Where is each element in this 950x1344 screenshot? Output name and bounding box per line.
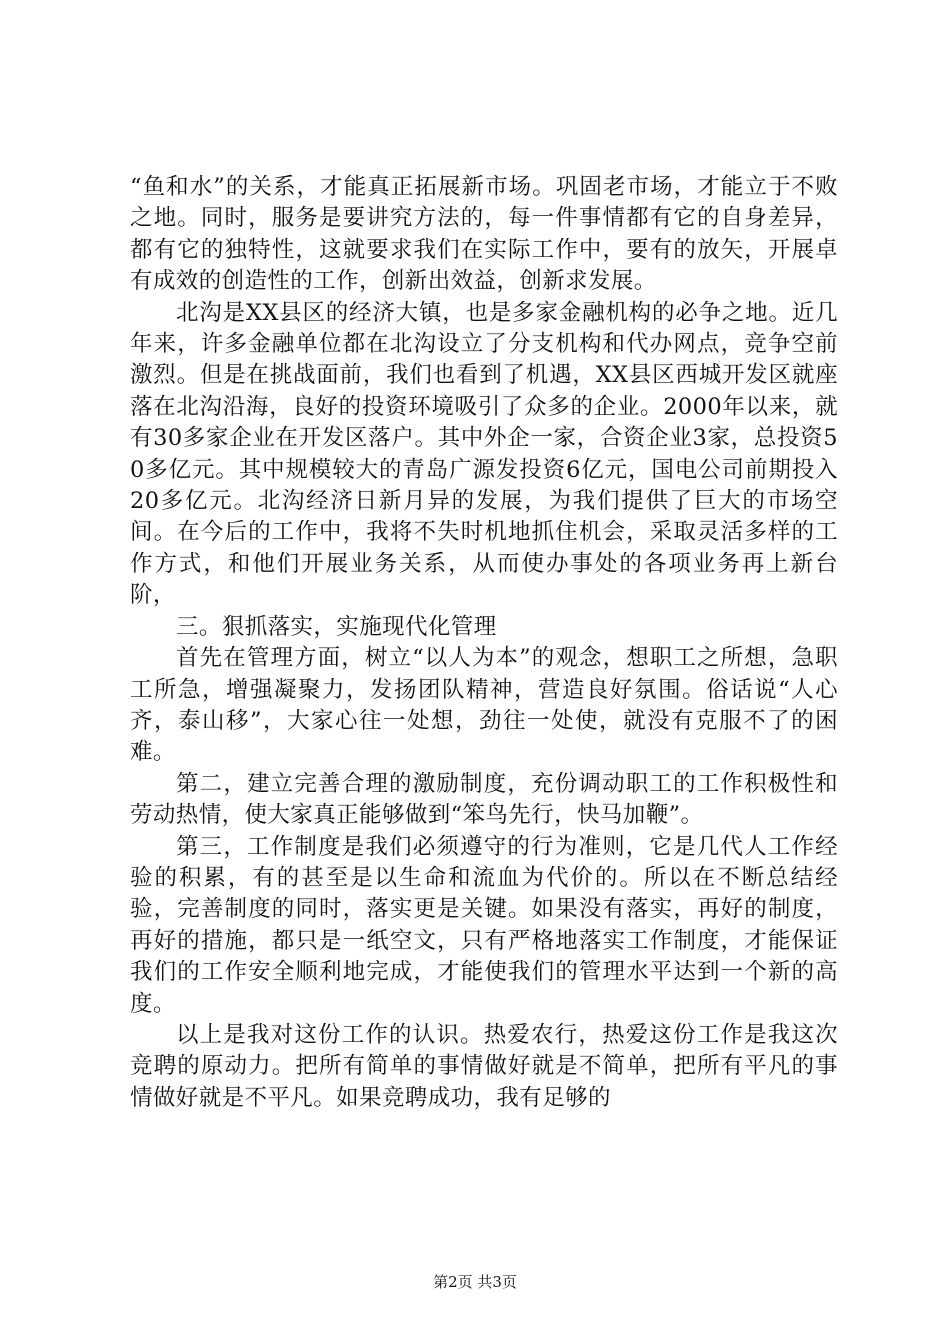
paragraph-work-rules: 第三，工作制度是我们必须遵守的行为准则，它是几代人工作经验的积累，有的甚至是以生命和流血为代价的。所以在不断总结经验，完善制度的同时，落实更是关键。如果没有落实，再好的制度，再好的措施，都只是一纸空文，只有严格地落实工作制度，才能保证我们的工作安全顺利地完成，才能使我们的管理水平达到一个新的高度。 bbox=[130, 833, 838, 1017]
paragraph-people-oriented: 首先在管理方面，树立“以人为本”的观念，想职工之所想，急职工所急，增强凝聚力，发扬团队精神，营造良好氛围。俗话说“人心齐，泰山移”，大家心往一处想，劲往一处使，就没有克服不了的困难。 bbox=[130, 645, 838, 766]
document-body bbox=[130, 172, 838, 1114]
section-heading-management: 三。狠抓落实，实施现代化管理 bbox=[176, 613, 497, 640]
paragraph-market-relationship: “鱼和水”的关系，才能真正拓展新市场。巩固老市场，才能立于不败之地。同时，服务是要讲究方法的，每一件事情都有它的自身差异，都有它的独特性，这就要求我们在实际工作中，要有的放矢，开展卓有成效的创造性的工作，创新出效益，创新求发展。 bbox=[130, 174, 838, 295]
paragraph-conclusion: 以上是我对这份工作的认识。热爱农行，热爱这份工作是我这次竞聘的原动力。把所有简单的事情做好就是不简单，把所有平凡的事情做好就是不平凡。如果竞聘成功，我有足够的 bbox=[130, 1021, 838, 1111]
paragraph-beigou-economy: 北沟是XX县区的经济大镇，也是多家金融机构的必争之地。近几年来，许多金融单位都在北沟设立了分支机构和代办网点，竞争空前激烈。但是在挑战面前，我们也看到了机遇，XX县区西城开发区就座落在北沟沿海，良好的投资环境吸引了众多的企业。2000年以来，就有30多家企业在开发区落户。其中外企一家，合资企业3家，总投资50多亿元。其中规模较大的青岛广源发投资6亿元，国电公司前期投入20多亿元。北沟经济日新月异的发展，为我们提供了巨大的市场空间。在今后的工作中，我将不失时机地抓住机会，采取灵活多样的工作方式，和他们开展业务关系，从而使办事处的各项业务再上新台阶， bbox=[130, 299, 838, 609]
page-number-footer: 第2页 共3页 bbox=[433, 1273, 517, 1291]
paragraph-incentive-system: 第二，建立完善合理的激励制度，充份调动职工的工作积极性和劳动热情，使大家真正能够做到“笨鸟先行，快马加鞭”。 bbox=[130, 770, 838, 829]
